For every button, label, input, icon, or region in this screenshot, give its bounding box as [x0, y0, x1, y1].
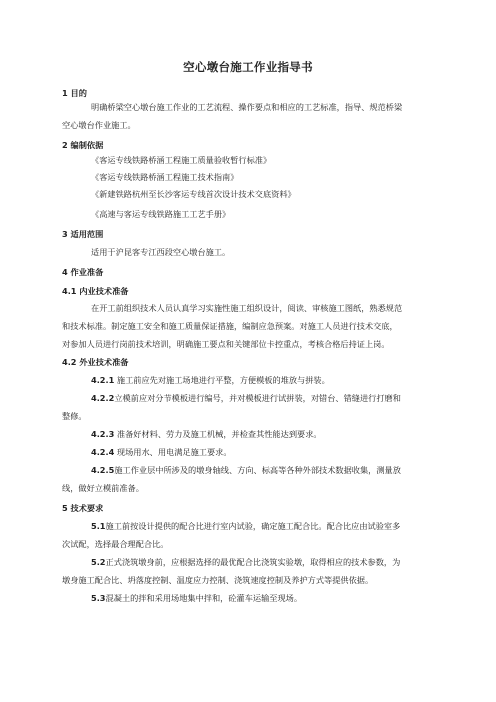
item-5-1-continuation: 次试配，选择最合理配合比。 [62, 539, 169, 549]
section-3-heading: 3 适用范围 [62, 229, 104, 239]
item-number: 5.1 [91, 521, 106, 531]
section-1-heading: 1 目的 [62, 88, 87, 98]
item-text: 准备好材料、劳力及施工机械，并检查其性能达到要求。 [114, 429, 322, 439]
item-number: 4.2.3 [91, 429, 115, 439]
item-text: 施工作业层中所涉及的墩身轴线、方向、标高等各种外部技术数据收集，测量放 [114, 465, 401, 475]
subsection-4-2-heading: 4.2 外业技术准备 [62, 357, 129, 367]
subsection-4-1-paragraph-line: 和技术标准。制定施工安全和施工质量保证措施，编制应急预案。对施工人员进行技术交底， [62, 321, 398, 331]
item-text: 立模前应对分节模板进行编号，并对模板进行试拼装，对错台、错缝进行打磨和 [114, 393, 401, 403]
item-4-2-5-continuation: 线，做好立模前准备。 [62, 483, 144, 493]
item-text: 施工前按设计提供的配合比进行室内试验，确定施工配合比。配合比应由试验室多 [105, 521, 401, 531]
section-5-heading: 5 技术要求 [62, 503, 104, 513]
section-2-heading: 2 编制依据 [62, 140, 104, 150]
item-number: 5.2 [91, 557, 106, 567]
item-4-2-4 [91, 447, 232, 458]
item-4-2-2 [91, 393, 401, 404]
item-5-2 [91, 557, 400, 568]
item-number: 4.2.2 [91, 393, 115, 403]
document-title: 空心墩台施工作业指导书 [183, 60, 313, 74]
item-text: 现场用水、用电满足施工要求。 [114, 447, 232, 457]
item-4-2-5 [91, 465, 401, 476]
section-1-paragraph-line: 空心墩台作业施工。 [62, 120, 136, 130]
reference-item: 《客运专线铁路桥涵工程施工技术指南》 [91, 172, 239, 182]
item-number: 4.2.4 [91, 447, 115, 457]
item-5-3 [91, 593, 302, 604]
reference-item: 《高速与客运专线铁路施工工艺手册》 [91, 209, 231, 219]
item-4-2-3 [91, 429, 322, 440]
item-4-2-2-continuation: 整修。 [62, 411, 87, 421]
reference-item: 《客运专线铁路桥涵工程施工质量验收暂行标准》 [91, 155, 272, 165]
item-5-2-continuation: 墩身施工配合比、坍落度控制、温度应力控制、浇筑速度控制及养护方式等提供依据。 [62, 575, 374, 585]
section-3-paragraph-line: 适用于沪昆客专江西段空心墩台施工。 [91, 247, 231, 257]
item-5-1 [91, 521, 400, 532]
item-number: 4.2.5 [91, 465, 115, 475]
subsection-4-1-heading: 4.1 内业技术准备 [62, 286, 129, 296]
section-1-paragraph-line: 明确桥梁空心墩台施工作业的工艺流程、操作要点和相应的工艺标准，指导、规范桥梁 [91, 102, 403, 112]
item-text: 施工前应先对施工场地进行平整，方便模板的堆放与拼装。 [114, 375, 330, 385]
item-number: 5.3 [91, 593, 106, 603]
item-text: 正式浇筑墩身前，应根据选择的最优配合比浇筑实验墩，取得相应的技术参数，为 [105, 557, 401, 567]
reference-item: 《新建铁路杭州至长沙客运专线首次设计技术交底资料》 [91, 189, 296, 199]
item-text: 混凝土的拌和采用场地集中拌和，砼灌车运输至现场。 [105, 593, 303, 603]
item-4-2-1 [91, 375, 330, 386]
subsection-4-1-paragraph-line: 对参加人员进行岗前技术培训，明确施工要点和关键部位卡控重点，考核合格后持证上岗。 [62, 339, 390, 349]
item-number: 4.2.1 [91, 375, 115, 385]
section-4-heading: 4 作业准备 [62, 267, 104, 277]
subsection-4-1-paragraph-line: 在开工前组织技术人员认真学习实施性施工组织设计，阅读、审核施工图纸，熟悉规范 [91, 303, 403, 313]
